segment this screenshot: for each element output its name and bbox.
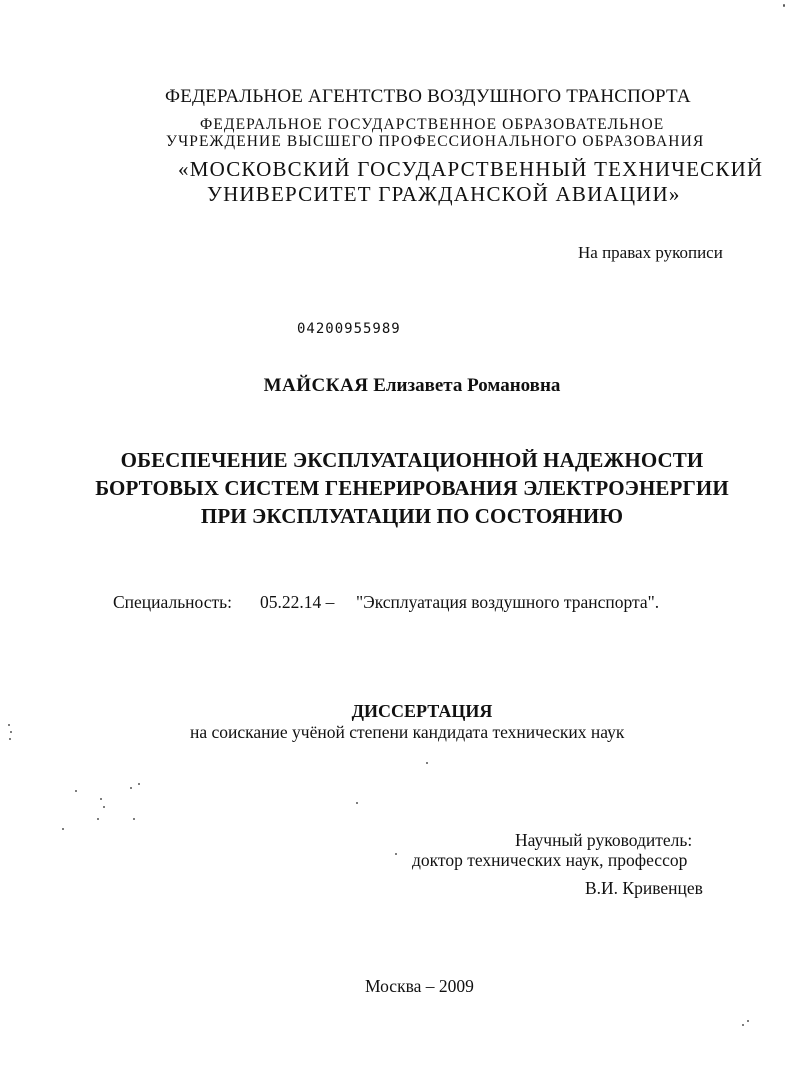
degree-subtitle: на соискание учёной степени кандидата технических наук xyxy=(190,722,625,742)
scan-speck xyxy=(356,802,358,804)
author-name xyxy=(0,375,794,397)
scan-speck xyxy=(747,1020,749,1022)
scan-speck xyxy=(130,787,132,789)
author-given-names: Елизавета Романовна xyxy=(373,375,561,396)
scan-speck xyxy=(62,828,64,830)
scan-speck xyxy=(100,798,102,800)
university-name-line-2: УНИВЕРСИТЕТ ГРАЖДАНСКОЙ АВИАЦИИ» xyxy=(207,182,681,206)
specialty-name: "Эксплуатация воздушного транспорта". xyxy=(356,592,660,612)
thesis-title-line-1: ОБЕСПЕЧЕНИЕ ЭКСПЛУАТАЦИОННОЙ НАДЕЖНОСТИ xyxy=(120,448,704,472)
supervisor-name: В.И. Кривенцев xyxy=(585,878,703,898)
scan-speck xyxy=(742,1024,744,1026)
specialty-line xyxy=(113,592,660,613)
supervisor-degree: доктор технических наук, профессор xyxy=(412,850,688,870)
institution-type-line-1: ФЕДЕРАЛЬНОЕ ГОСУДАРСТВЕННОЕ ОБРАЗОВАТЕЛЬНОЕ xyxy=(200,116,665,133)
specialty-label: Специальность: xyxy=(113,592,232,612)
manuscript-rights-note: На правах рукописи xyxy=(578,243,723,262)
scan-speck xyxy=(783,4,785,7)
scan-speck xyxy=(75,790,77,792)
catalog-number: 04200955989 xyxy=(297,321,401,337)
scan-speck xyxy=(103,806,105,808)
scan-speck xyxy=(10,731,12,733)
institution-type-line-2: УЧРЕЖДЕНИЕ ВЫСШЕГО ПРОФЕССИОНАЛЬНОГО ОБРАЗОВАНИЯ xyxy=(166,133,705,150)
scan-speck xyxy=(97,818,99,820)
thesis-title-line-3: ПРИ ЭКСПЛУАТАЦИИ ПО СОСТОЯНИЮ xyxy=(200,504,624,528)
university-name-line-1: «МОСКОВСКИЙ ГОСУДАРСТВЕННЫЙ ТЕХНИЧЕСКИЙ xyxy=(178,157,764,181)
document-type-heading: ДИССЕРТАЦИЯ xyxy=(351,701,493,721)
agency-name: ФЕДЕРАЛЬНОЕ АГЕНТСТВО ВОЗДУШНОГО ТРАНСПОРТА xyxy=(165,86,691,107)
city-year: Москва – 2009 xyxy=(365,976,474,996)
scan-speck xyxy=(9,738,11,740)
scan-speck xyxy=(426,762,428,764)
scan-speck xyxy=(395,853,397,855)
scan-speck xyxy=(133,818,135,820)
author-surname: МАЙСКАЯ xyxy=(263,375,369,396)
supervisor-label: Научный руководитель: xyxy=(515,830,693,850)
thesis-title-line-2: БОРТОВЫХ СИСТЕМ ГЕНЕРИРОВАНИЯ ЭЛЕКТРОЭНЕРГИИ xyxy=(95,476,729,500)
scan-speck xyxy=(8,724,10,726)
scan-speck xyxy=(138,783,140,785)
specialty-code: 05.22.14 – xyxy=(260,592,335,612)
